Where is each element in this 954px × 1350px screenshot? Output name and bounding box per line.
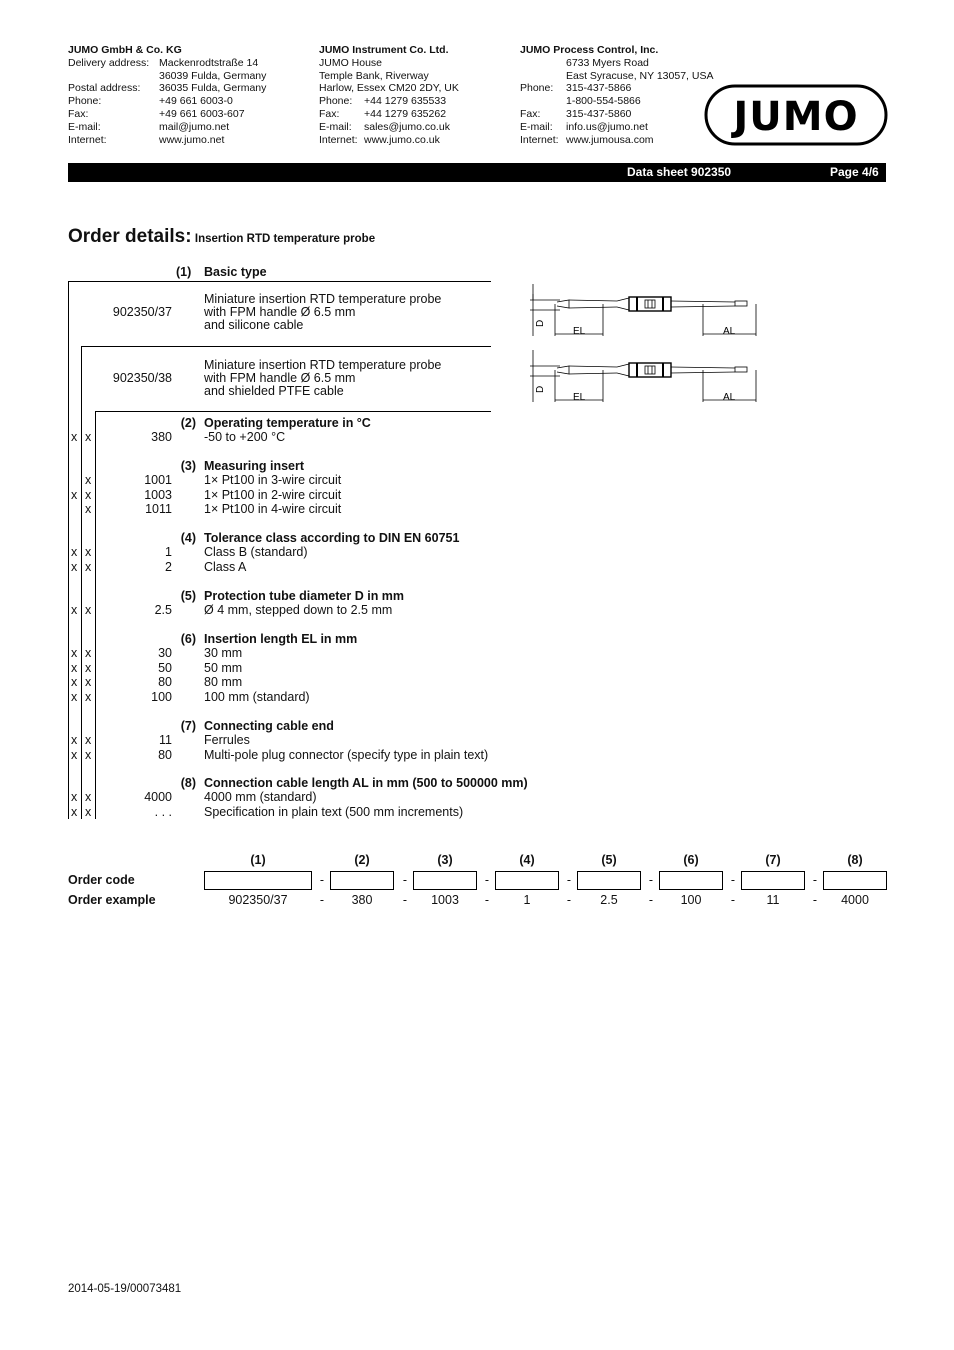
option-description: Class A (204, 559, 247, 574)
dim-al-label: AL (723, 326, 736, 337)
address-label: Internet: (319, 133, 358, 146)
bracket-line (68, 281, 69, 819)
dim-d-label: D (535, 385, 546, 393)
address-row (319, 57, 459, 70)
address-value: info.us@jumo.net (566, 120, 648, 133)
order-example-value: 2.5 (600, 893, 618, 907)
order-code-field[interactable] (204, 871, 312, 890)
order-separator: - (648, 893, 654, 907)
option-mark: x (71, 430, 78, 444)
option-mark: x (85, 559, 92, 574)
option-code: 100 (151, 689, 172, 704)
option-description: 1× Pt100 in 4-wire circuit (204, 502, 342, 516)
address-row (68, 108, 266, 121)
address-value: 315-437-5866 (566, 82, 632, 95)
basic-type-desc-line: and silicone cable (204, 318, 304, 332)
option-description: 80 mm (204, 675, 243, 689)
basic-type-heading: Basic type (204, 265, 267, 279)
jumo-logo (704, 84, 888, 146)
company-name: JUMO Instrument Co. Ltd. (319, 44, 449, 56)
title-main: Order details: (68, 226, 192, 247)
section-heading: Connecting cable end (204, 719, 334, 733)
option-mark: x (85, 430, 92, 444)
option-code: 11 (159, 733, 172, 747)
address-row (68, 70, 266, 83)
svg-text:JUMO: JUMO (733, 94, 859, 140)
section-number: (8) (180, 776, 196, 790)
company-name: JUMO GmbH & Co. KG (68, 44, 182, 56)
order-column-number: (8) (847, 853, 863, 867)
order-separator: - (730, 873, 736, 887)
option-mark: x (85, 473, 92, 487)
address-row (520, 70, 713, 83)
basic-type-desc-line: Miniature insertion RTD temperature probe (204, 292, 442, 306)
address-row (319, 82, 459, 95)
address-value: Mackenrodtstraße 14 (159, 56, 259, 69)
option-mark: x (85, 646, 92, 660)
address-value: www.jumousa.com (566, 133, 654, 146)
order-example-value: 11 (766, 893, 780, 907)
option-code: . . . (154, 804, 172, 819)
option-mark: x (71, 790, 78, 804)
order-separator: - (566, 873, 572, 887)
option-description: 100 mm (standard) (204, 689, 310, 704)
option-mark: x (85, 545, 92, 559)
dim-el-label: EL (573, 326, 586, 337)
order-separator: - (402, 873, 408, 887)
section-heading: Operating temperature in °C (204, 416, 371, 430)
address-value: +44 1279 635533 (364, 95, 447, 108)
option-description: Ø 4 mm, stepped down to 2.5 mm (204, 603, 393, 617)
address-label: E-mail: (520, 120, 553, 133)
order-example-value: 380 (351, 893, 373, 907)
order-code-label: Order code (68, 873, 135, 887)
order-example-value: 4000 (841, 893, 869, 907)
address-row (319, 95, 459, 108)
address-label: Phone: (520, 82, 554, 95)
option-code: 1003 (144, 487, 172, 502)
option-description: Class B (standard) (204, 545, 308, 559)
dim-el-label: EL (573, 392, 586, 403)
order-example-value: 902350/37 (228, 893, 288, 907)
order-code-field[interactable] (330, 871, 394, 890)
basic-type-desc-line: with FPM handle Ø 6.5 mm (204, 305, 356, 319)
address-row (68, 57, 266, 70)
option-description: 30 mm (204, 646, 243, 660)
address-value: Temple Bank, Riverway (319, 69, 429, 82)
bracket-line (81, 346, 82, 819)
order-separator: - (319, 873, 325, 887)
address-row (68, 82, 266, 95)
order-code-field[interactable] (577, 871, 641, 890)
address-value: Harlow, Essex CM20 2DY, UK (319, 82, 459, 95)
dim-al-label: AL (723, 392, 736, 403)
option-mark: x (71, 675, 78, 689)
option-mark: x (71, 559, 78, 574)
section-number: (6) (180, 632, 196, 646)
option-mark: x (85, 660, 92, 675)
option-mark: x (85, 689, 92, 704)
option-mark: x (71, 733, 78, 747)
section-number: (7) (180, 719, 196, 733)
option-mark: x (71, 603, 78, 617)
option-description: 50 mm (204, 660, 243, 675)
option-code: 1001 (144, 473, 172, 487)
order-separator: - (812, 893, 818, 907)
section-number: (5) (180, 589, 196, 603)
address-label (520, 57, 566, 70)
order-column-number: (6) (683, 853, 699, 867)
order-separator: - (402, 893, 408, 907)
order-code-field[interactable] (659, 871, 723, 890)
address-value: mail@jumo.net (159, 120, 230, 133)
option-mark: x (85, 790, 92, 804)
address-value: 6733 Myers Road (566, 56, 649, 69)
order-separator: - (812, 873, 818, 887)
order-column-number: (5) (601, 853, 617, 867)
option-description: 1× Pt100 in 2-wire circuit (204, 487, 342, 502)
probe-diagram-37 (525, 284, 765, 344)
option-code: 1 (165, 545, 172, 559)
order-separator: - (484, 873, 490, 887)
address-row (520, 57, 713, 70)
section-number: (2) (180, 416, 196, 430)
address-value: +49 661 6003-0 (159, 95, 233, 108)
basic-type-desc-line: and shielded PTFE cable (204, 384, 344, 398)
option-code: 1011 (145, 502, 172, 516)
address-label: Fax: (68, 107, 89, 120)
address-label: Fax: (520, 107, 541, 120)
order-separator: - (484, 893, 490, 907)
option-description: Ferrules (204, 733, 250, 747)
option-code: 80 (158, 675, 172, 689)
order-example-label: Order example (68, 893, 156, 907)
section-heading: Connection cable length AL in mm (500 to 500000 mm) (204, 776, 528, 790)
order-column-number: (1) (250, 853, 266, 867)
order-separator: - (730, 893, 736, 907)
address-value: sales@jumo.co.uk (364, 120, 450, 133)
option-mark: x (85, 804, 92, 819)
option-mark: x (85, 487, 92, 502)
address-label: Phone: (319, 95, 353, 108)
section-number: (4) (180, 531, 196, 545)
order-column-number: (7) (765, 853, 781, 867)
basic-type-number: (1) (176, 265, 192, 279)
divider-line (95, 411, 491, 412)
datasheet-bar (68, 163, 886, 182)
option-description: Specification in plain text (500 mm increments) (204, 804, 464, 819)
option-mark: x (71, 487, 78, 502)
address-label: Delivery address: (68, 56, 150, 69)
address-label: Fax: (319, 107, 340, 120)
basic-type-code: 902350/37 (112, 305, 172, 319)
order-separator: - (566, 893, 572, 907)
page-title (68, 226, 375, 248)
address-label: Phone: (68, 95, 102, 108)
order-example-value: 1 (523, 893, 531, 907)
order-example-value: 100 (680, 893, 702, 907)
address-label (68, 70, 159, 83)
order-code-field[interactable] (823, 871, 887, 890)
order-separator: - (319, 893, 325, 907)
title-sub: Insertion RTD temperature probe (194, 233, 376, 245)
option-description: 1× Pt100 in 3-wire circuit (204, 473, 342, 487)
option-mark: x (71, 804, 78, 819)
option-mark: x (71, 646, 78, 660)
basic-type-code: 902350/38 (112, 371, 172, 385)
address-value: 1-800-554-5866 (566, 95, 641, 108)
divider-line (68, 281, 491, 282)
address-label: Postal address: (68, 82, 141, 95)
address-label: E-mail: (319, 120, 352, 133)
option-mark: x (85, 603, 92, 617)
company-address-block (319, 44, 459, 146)
divider-line (81, 346, 491, 347)
company-address-block (68, 44, 266, 146)
section-number: (3) (180, 459, 196, 473)
option-code: 380 (151, 430, 172, 444)
option-code: 30 (158, 646, 172, 660)
address-value: 36039 Fulda, Germany (159, 69, 267, 82)
option-mark: x (85, 675, 92, 689)
option-mark: x (71, 689, 78, 704)
option-code: 4000 (144, 790, 172, 804)
address-row (520, 121, 713, 134)
order-column-number: (3) (437, 853, 453, 867)
address-label: E-mail: (68, 120, 101, 133)
address-value: +49 661 6003-607 (159, 107, 245, 120)
section-heading: Tolerance class according to DIN EN 60751 (204, 531, 460, 545)
address-row (319, 134, 459, 147)
option-code: 50 (158, 660, 172, 675)
section-heading: Insertion length EL in mm (204, 632, 358, 646)
address-value: www.jumo.co.uk (364, 133, 440, 146)
option-mark: x (85, 733, 92, 747)
address-row (319, 70, 459, 83)
option-description: -50 to +200 °C (204, 430, 286, 444)
option-mark: x (85, 502, 92, 516)
option-mark: x (71, 660, 78, 675)
address-label: Internet: (68, 133, 107, 146)
section-heading: Protection tube diameter D in mm (204, 589, 405, 603)
address-row (520, 108, 713, 121)
address-label (520, 95, 566, 108)
basic-type-desc-line: with FPM handle Ø 6.5 mm (204, 371, 356, 385)
address-value: +44 1279 635262 (364, 107, 447, 120)
address-value: www.jumo.net (159, 133, 225, 146)
company-address-block (520, 44, 713, 146)
option-mark: x (85, 747, 92, 762)
address-value: JUMO House (319, 56, 383, 69)
order-example-value: 1003 (431, 893, 459, 907)
order-column-number: (4) (519, 853, 535, 867)
order-separator: - (648, 873, 654, 887)
datasheet-number: Data sheet 902350 (627, 165, 732, 179)
option-mark: x (71, 747, 78, 762)
basic-type-desc-line: Miniature insertion RTD temperature probe (204, 358, 442, 372)
address-row (319, 121, 459, 134)
company-name: JUMO Process Control, Inc. (520, 44, 659, 56)
page-number: Page 4/6 (830, 165, 879, 179)
footer-code: 2014-05-19/00073481 (68, 1283, 182, 1295)
order-code-field[interactable] (413, 871, 477, 890)
address-value: 315-437-5860 (566, 107, 632, 120)
option-code: 2 (165, 559, 172, 574)
option-description: Multi-pole plug connector (specify type in plain text) (204, 747, 489, 762)
address-value: 36035 Fulda, Germany (159, 82, 267, 95)
address-row (68, 95, 266, 108)
order-code-field[interactable] (741, 871, 805, 890)
order-column-number: (2) (354, 853, 370, 867)
address-row (68, 121, 266, 134)
address-row (520, 82, 713, 95)
probe-diagram-38 (525, 350, 765, 410)
address-label: Internet: (520, 133, 559, 146)
address-row (520, 95, 713, 108)
dim-d-label: D (535, 319, 546, 327)
option-code: 2.5 (154, 603, 172, 617)
address-row (520, 134, 713, 147)
section-heading: Measuring insert (204, 459, 305, 473)
option-code: 80 (158, 747, 172, 762)
option-description: 4000 mm (standard) (204, 790, 317, 804)
address-row (68, 134, 266, 147)
address-row (319, 108, 459, 121)
option-mark: x (71, 545, 78, 559)
address-label (520, 70, 566, 83)
address-value: East Syracuse, NY 13057, USA (566, 69, 714, 82)
order-code-field[interactable] (495, 871, 559, 890)
